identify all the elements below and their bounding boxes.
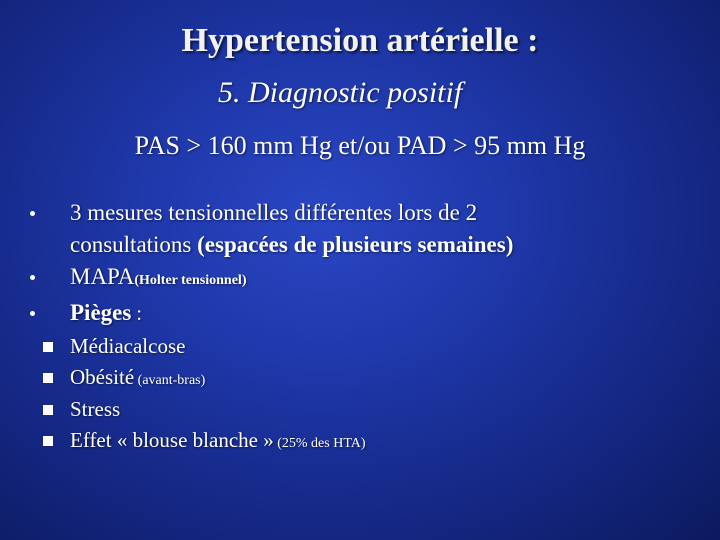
mesures-interval-note: (espacées de plusieurs semaines) [197,232,514,257]
sub-item-mediacalcose: Médiacalcose [70,334,186,358]
pieges-text: Pièges [70,300,132,325]
bullet-mapa [70,262,246,296]
bullet-dot-icon [30,275,35,280]
diagnostic-criteria: PAS > 160 mm Hg et/ou PAD > 95 mm Hg [134,131,586,160]
slide-title: Hypertension artérielle : [181,22,539,59]
sub-item-stress: Stress [70,397,121,421]
slide-subtitle: 5. Diagnostic positif [218,76,463,109]
square-bullet-icon [43,373,53,383]
bullet-dot-icon [30,311,35,316]
bullet-pieges [70,298,142,329]
square-bullet-icon [43,342,53,352]
sub-item-blouse-blanche [70,426,366,458]
bullet-dot-icon [30,211,35,216]
bullet-mesures-line2 [70,230,513,260]
sub-item-obesite [70,363,205,395]
pieges-colon: : [131,303,142,325]
square-bullet-icon [43,405,53,415]
mapa-text: MAPA [70,264,135,289]
mapa-note: (Holter tensionnel) [134,273,247,288]
blouse-note: (25% des HTA) [273,436,366,451]
bullet-mesures-line1: 3 mesures tensionnelles différentes lors de 2 [70,200,478,225]
blouse-text: Effet « blouse blanche » [70,428,274,452]
mesures-consultations-text: consultations [70,232,198,257]
obesite-note: (avant-bras) [134,373,206,388]
obesite-text: Obésité [70,365,135,389]
square-bullet-icon [43,436,53,446]
